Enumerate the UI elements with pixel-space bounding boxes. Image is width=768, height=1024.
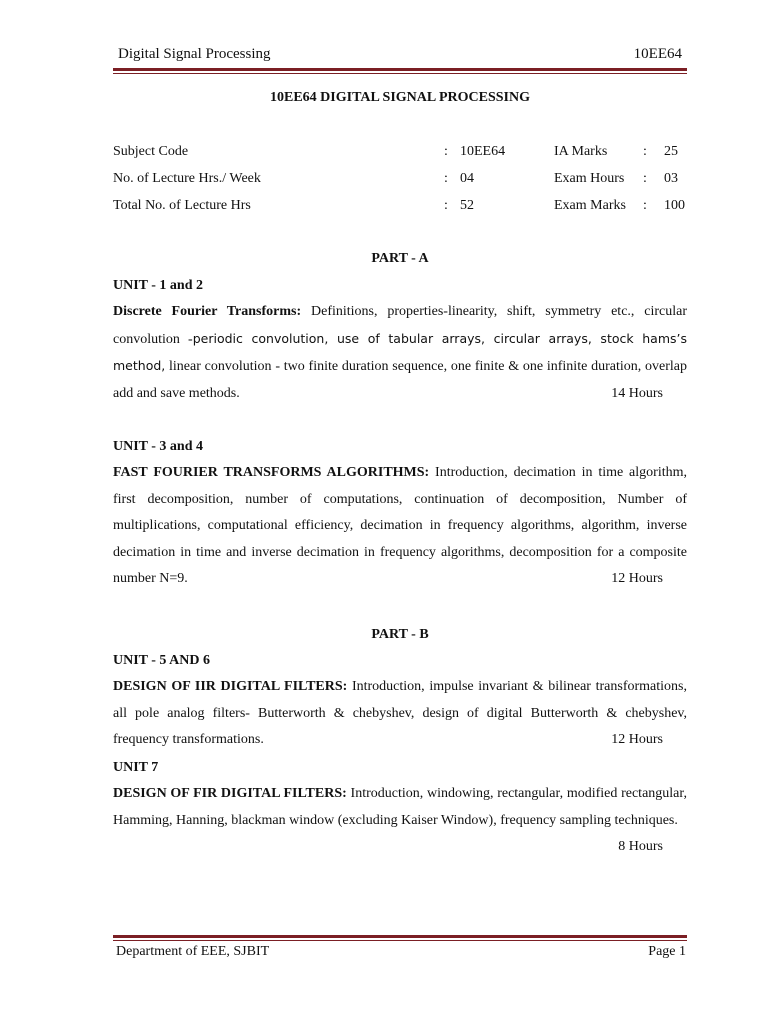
info-label: Total No. of Lecture Hrs bbox=[113, 198, 251, 213]
topic-text: Introduction, windowing, rectangular, modified rectangular, Hamming, Hanning, blackman window (excluding Kaiser Window), frequency sampling techniques. bbox=[113, 786, 687, 828]
info-row-subject-code bbox=[113, 144, 693, 166]
info-row-lecture-hours-week bbox=[113, 171, 693, 193]
part-a-heading: PART - A bbox=[371, 251, 429, 266]
topic-text: linear convolution - two finite duration sequence, one finite & one infinite duration, overlap add and save methods. bbox=[113, 359, 687, 401]
info-value-secondary: 100 bbox=[664, 198, 685, 213]
topic-text-sans: periodic convolution, use of tabular arrays, circular arrays, stock hams’s method, bbox=[113, 330, 688, 373]
footer-department: Department of EEE, SJBIT bbox=[116, 944, 270, 959]
header-course-title: Digital Signal Processing bbox=[118, 46, 271, 62]
topic-title: DESIGN OF FIR DIGITAL FILTERS: bbox=[113, 786, 347, 801]
unit-5-6-description bbox=[113, 674, 687, 754]
unit-1-2-description bbox=[113, 299, 687, 407]
header-rule-thin bbox=[113, 73, 687, 74]
unit-hours: 12 Hours bbox=[611, 571, 663, 586]
info-label-secondary: Exam Marks bbox=[554, 198, 626, 213]
unit-7-heading: UNIT 7 bbox=[113, 760, 159, 775]
info-value: 10EE64 bbox=[460, 144, 506, 159]
topic-text: Introduction, impulse invariant & bilinear transformations, all pole analog filters- Butterworth & chebyshev, design of digital Butterworth & chebyshev, frequency transformations. bbox=[113, 679, 687, 747]
info-value: 04 bbox=[460, 171, 474, 186]
topic-title: DESIGN OF IIR DIGITAL FILTERS: bbox=[113, 679, 348, 694]
header-course-code: 10EE64 bbox=[633, 46, 682, 62]
info-colon: : bbox=[444, 144, 448, 159]
unit-hours: 14 Hours bbox=[611, 385, 663, 401]
info-label-secondary: IA Marks bbox=[554, 144, 608, 159]
info-colon-secondary: : bbox=[643, 144, 647, 159]
info-label: No. of Lecture Hrs./ Week bbox=[113, 171, 261, 186]
info-value-secondary: 25 bbox=[664, 144, 678, 159]
topic-title: Discrete Fourier Transforms: bbox=[113, 304, 302, 319]
info-colon-secondary: : bbox=[643, 198, 647, 213]
document-title: 10EE64 DIGITAL SIGNAL PROCESSING bbox=[270, 90, 530, 105]
info-row-total-lecture-hours bbox=[113, 198, 693, 220]
footer-rule-thin bbox=[113, 940, 687, 941]
info-value-secondary: 03 bbox=[664, 171, 678, 186]
unit-3-4-description bbox=[113, 460, 687, 593]
unit-5-6-heading: UNIT - 5 AND 6 bbox=[113, 653, 210, 668]
part-b-heading: PART - B bbox=[371, 627, 429, 642]
info-label-secondary: Exam Hours bbox=[554, 171, 625, 186]
unit-hours: 8 Hours bbox=[618, 839, 663, 854]
footer-rule bbox=[113, 935, 687, 938]
info-value: 52 bbox=[460, 198, 474, 213]
footer-page-number: Page 1 bbox=[648, 944, 686, 959]
unit-hours: 12 Hours bbox=[611, 732, 663, 747]
topic-text: Definitions, properties-linearity, shift, symmetry etc., circular convolution - bbox=[113, 304, 687, 347]
info-label: Subject Code bbox=[113, 144, 189, 159]
unit-7-description bbox=[113, 781, 687, 861]
unit-3-4-heading: UNIT - 3 and 4 bbox=[113, 439, 203, 454]
unit-1-2-heading: UNIT - 1 and 2 bbox=[113, 278, 203, 293]
topic-text: Introduction, decimation in time algorithm, first decomposition, number of computations, continuation of decomposition, Number of multiplications, computational efficiency, decimation in frequency algorithms, algorithm, inverse decimation in time and inverse decimation in frequency algorithms, decomposition for a composite number N=9. bbox=[113, 465, 687, 586]
info-colon: : bbox=[444, 171, 448, 186]
topic-title: FAST FOURIER TRANSFORMS ALGORITHMS: bbox=[113, 465, 430, 480]
info-colon-secondary: : bbox=[643, 171, 647, 186]
info-colon: : bbox=[444, 198, 448, 213]
header-rule bbox=[113, 68, 687, 71]
